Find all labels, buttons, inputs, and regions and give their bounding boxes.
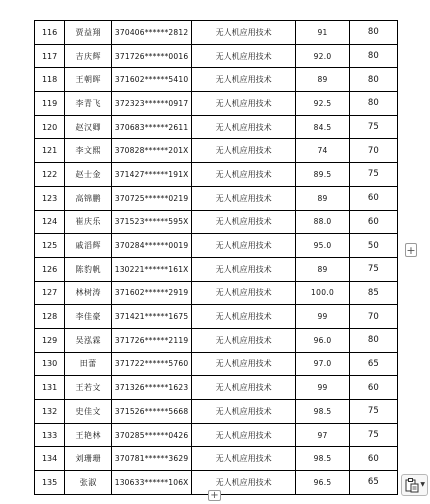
table-row	[35, 21, 398, 45]
cell-id-number[interactable]: 372323******0917	[112, 92, 191, 116]
cell-id-number[interactable]: 370683******2611	[112, 115, 191, 139]
cell-score[interactable]: 89	[296, 257, 349, 281]
cell-certificate-score[interactable]: 75	[349, 423, 397, 447]
cell-course[interactable]: 无人机应用技术	[191, 281, 296, 305]
cell-id-number[interactable]: 370725******0219	[112, 186, 191, 210]
cell-score[interactable]: 100.0	[296, 281, 349, 305]
cell-score[interactable]: 92.0	[296, 44, 349, 68]
cell-id-number[interactable]: 370406******2812	[112, 21, 191, 45]
cell-course[interactable]: 无人机应用技术	[191, 92, 296, 116]
cell-score[interactable]: 96.0	[296, 328, 349, 352]
cell-score[interactable]: 97	[296, 423, 349, 447]
cell-score[interactable]: 99	[296, 305, 349, 329]
cell-name[interactable]: 张淑	[65, 471, 112, 495]
add-column-button[interactable]	[208, 490, 221, 501]
cell-number[interactable]: 118	[35, 68, 65, 92]
cell-score[interactable]: 97.0	[296, 352, 349, 376]
cell-name[interactable]: 李青飞	[65, 92, 112, 116]
cell-certificate-score[interactable]: 70	[349, 139, 397, 163]
cell-name[interactable]: 崔庆乐	[65, 210, 112, 234]
cell-course[interactable]: 无人机应用技术	[191, 471, 296, 495]
cell-id-number[interactable]: 371427******191X	[112, 163, 191, 187]
cell-course[interactable]: 无人机应用技术	[191, 234, 296, 258]
cell-course[interactable]: 无人机应用技术	[191, 115, 296, 139]
cell-number[interactable]: 134	[35, 447, 65, 471]
cell-number[interactable]: 124	[35, 210, 65, 234]
cell-number[interactable]: 125	[35, 234, 65, 258]
cell-course[interactable]: 无人机应用技术	[191, 305, 296, 329]
cell-id-number[interactable]: 371526******5668	[112, 400, 191, 424]
cell-certificate-score[interactable]: 60	[349, 210, 397, 234]
cell-certificate-score[interactable]: 75	[349, 257, 397, 281]
cell-name[interactable]: 林树涛	[65, 281, 112, 305]
cell-certificate-score[interactable]: 60	[349, 447, 397, 471]
cell-certificate-score[interactable]: 75	[349, 115, 397, 139]
cell-course[interactable]: 无人机应用技术	[191, 210, 296, 234]
cell-course[interactable]: 无人机应用技术	[191, 376, 296, 400]
cell-id-number[interactable]: 371523******595X	[112, 210, 191, 234]
cell-name[interactable]: 高锦鹏	[65, 186, 112, 210]
cell-course[interactable]: 无人机应用技术	[191, 21, 296, 45]
cell-name[interactable]: 吉庆辉	[65, 44, 112, 68]
table-row	[35, 68, 398, 92]
cell-number[interactable]: 123	[35, 186, 65, 210]
cell-id-number[interactable]: 370828******201X	[112, 139, 191, 163]
cell-id-number[interactable]: 371421******1675	[112, 305, 191, 329]
cell-certificate-score[interactable]: 65	[349, 471, 397, 495]
add-row-button[interactable]	[405, 243, 417, 257]
cell-number[interactable]: 131	[35, 376, 65, 400]
cell-certificate-score[interactable]: 75	[349, 163, 397, 187]
cell-name[interactable]: 戚滔辉	[65, 234, 112, 258]
cell-id-number[interactable]: 371602******2919	[112, 281, 191, 305]
cell-name[interactable]: 赵士金	[65, 163, 112, 187]
cell-certificate-score[interactable]: 85	[349, 281, 397, 305]
cell-id-number[interactable]: 371722******5760	[112, 352, 191, 376]
cell-number[interactable]: 116	[35, 21, 65, 45]
cell-score[interactable]: 74	[296, 139, 349, 163]
cell-name[interactable]: 李文熙	[65, 139, 112, 163]
table-row	[35, 44, 398, 68]
score-table-body	[35, 21, 398, 495]
cell-certificate-score[interactable]: 80	[349, 44, 397, 68]
cell-score[interactable]: 99	[296, 376, 349, 400]
cell-certificate-score[interactable]: 70	[349, 305, 397, 329]
table-row	[35, 139, 398, 163]
cell-certificate-score[interactable]: 80	[349, 68, 397, 92]
cell-course[interactable]: 无人机应用技术	[191, 68, 296, 92]
cell-number[interactable]: 132	[35, 400, 65, 424]
cell-name[interactable]: 陈豹帆	[65, 257, 112, 281]
clipboard-icon	[405, 478, 419, 493]
table-row	[35, 210, 398, 234]
cell-certificate-score[interactable]: 60	[349, 186, 397, 210]
cell-number[interactable]: 121	[35, 139, 65, 163]
table-row	[35, 447, 398, 471]
cell-course[interactable]: 无人机应用技术	[191, 139, 296, 163]
cell-number[interactable]: 133	[35, 423, 65, 447]
cell-number[interactable]: 120	[35, 115, 65, 139]
cell-course[interactable]: 无人机应用技术	[191, 257, 296, 281]
cell-course[interactable]: 无人机应用技术	[191, 44, 296, 68]
cell-number[interactable]: 128	[35, 305, 65, 329]
plus-icon: +	[210, 490, 219, 501]
cell-certificate-score[interactable]: 50	[349, 234, 397, 258]
cell-score[interactable]: 88.0	[296, 210, 349, 234]
cell-id-number[interactable]: 371326******1623	[112, 376, 191, 400]
cell-certificate-score[interactable]: 80	[349, 92, 397, 116]
cell-certificate-score[interactable]: 75	[349, 400, 397, 424]
table-row	[35, 186, 398, 210]
table-row	[35, 400, 398, 424]
cell-number[interactable]: 135	[35, 471, 65, 495]
cell-number[interactable]: 129	[35, 328, 65, 352]
cell-number[interactable]: 126	[35, 257, 65, 281]
cell-id-number[interactable]: 370285******0426	[112, 423, 191, 447]
cell-id-number[interactable]: 130221******161X	[112, 257, 191, 281]
cell-certificate-score[interactable]: 60	[349, 376, 397, 400]
cell-id-number[interactable]: 371602******5410	[112, 68, 191, 92]
cell-id-number[interactable]: 371726******2119	[112, 328, 191, 352]
cell-number[interactable]: 117	[35, 44, 65, 68]
cell-name[interactable]: 王艳林	[65, 423, 112, 447]
cell-course[interactable]: 无人机应用技术	[191, 423, 296, 447]
cell-number[interactable]: 127	[35, 281, 65, 305]
cell-name[interactable]: 王若文	[65, 376, 112, 400]
table-row	[35, 281, 398, 305]
cell-id-number[interactable]: 370284******0019	[112, 234, 191, 258]
table-row	[35, 115, 398, 139]
table-row	[35, 376, 398, 400]
cell-certificate-score[interactable]: 80	[349, 328, 397, 352]
cell-score[interactable]: 89	[296, 186, 349, 210]
cell-score[interactable]: 89	[296, 68, 349, 92]
cell-number[interactable]: 122	[35, 163, 65, 187]
paste-options-button[interactable]	[401, 474, 428, 496]
cell-name[interactable]: 李佳豪	[65, 305, 112, 329]
table-row	[35, 328, 398, 352]
table-row	[35, 352, 398, 376]
table-row	[35, 163, 398, 187]
table-row	[35, 305, 398, 329]
table-row	[35, 423, 398, 447]
cell-name[interactable]: 王朝晖	[65, 68, 112, 92]
cell-course[interactable]: 无人机应用技术	[191, 400, 296, 424]
cell-id-number[interactable]: 371726******0016	[112, 44, 191, 68]
cell-name[interactable]: 赵汉卿	[65, 115, 112, 139]
cell-course[interactable]: 无人机应用技术	[191, 447, 296, 471]
plus-icon: +	[406, 244, 416, 257]
cell-course[interactable]: 无人机应用技术	[191, 163, 296, 187]
cell-score[interactable]: 89.5	[296, 163, 349, 187]
cell-certificate-score[interactable]: 80	[349, 21, 397, 45]
cell-name[interactable]: 史佳文	[65, 400, 112, 424]
cell-certificate-score[interactable]: 65	[349, 352, 397, 376]
cell-score[interactable]: 92.5	[296, 92, 349, 116]
cell-score[interactable]: 84.5	[296, 115, 349, 139]
cell-course[interactable]: 无人机应用技术	[191, 186, 296, 210]
table-row	[35, 234, 398, 258]
cell-name[interactable]: 田蕾	[65, 352, 112, 376]
cell-number[interactable]: 119	[35, 92, 65, 116]
table-row	[35, 92, 398, 116]
table-row	[35, 257, 398, 281]
cell-name[interactable]: 吴泓霖	[65, 328, 112, 352]
chevron-down-icon: ▼	[420, 481, 425, 488]
cell-course[interactable]: 无人机应用技术	[191, 328, 296, 352]
cell-name[interactable]: 刘珊珊	[65, 447, 112, 471]
cell-score[interactable]: 96.5	[296, 471, 349, 495]
cell-number[interactable]: 130	[35, 352, 65, 376]
cell-score[interactable]: 98.5	[296, 400, 349, 424]
cell-score[interactable]: 95.0	[296, 234, 349, 258]
cell-course[interactable]: 无人机应用技术	[191, 352, 296, 376]
cell-score[interactable]: 98.5	[296, 447, 349, 471]
cell-score[interactable]: 91	[296, 21, 349, 45]
cell-id-number[interactable]: 130633******106X	[112, 471, 191, 495]
score-table	[34, 20, 398, 495]
cell-id-number[interactable]: 370781******3629	[112, 447, 191, 471]
cell-name[interactable]: 贾益翔	[65, 21, 112, 45]
